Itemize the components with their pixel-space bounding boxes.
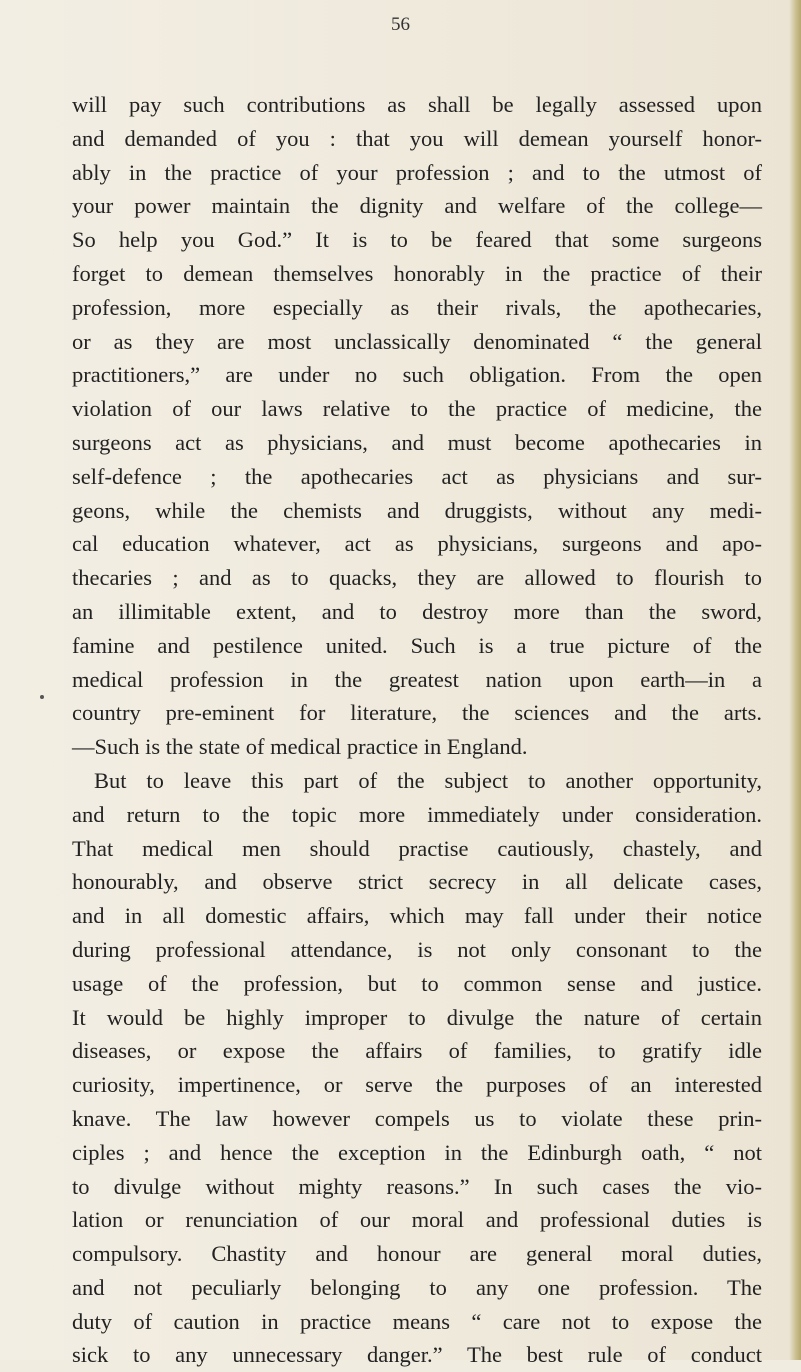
text-line: sick to any unnecessary danger.” The best rule of conduct <box>72 1342 762 1368</box>
text-line: self-defence ; the apothecaries act as physicians and sur- <box>72 463 762 489</box>
text-line: knave. The law however compels us to violate these prin- <box>72 1105 762 1131</box>
text-line: medical profession in the greatest nation upon earth—in a <box>72 666 762 692</box>
text-line: lation or renunciation of our moral and professional duties is <box>72 1207 762 1233</box>
text-line: usage of the profession, but to common sense and justice. <box>72 970 762 996</box>
text-line: That medical men should practise cautiously, chastely, and <box>72 835 762 861</box>
text-line: —Such is the state of medical practice in England. <box>72 734 528 760</box>
text-line: ciples ; and hence the exception in the Edinburgh oath, “ not <box>72 1139 762 1165</box>
text-line: honourably, and observe strict secrecy in all delicate cases, <box>72 869 762 895</box>
text-line: surgeons act as physicians, and must become apothecaries in <box>72 429 762 455</box>
text-line: compulsory. Chastity and honour are general moral duties, <box>72 1241 762 1267</box>
text-line: But to leave this part of the subject to another opportunity, <box>94 767 762 793</box>
text-line: and demanded of you : that you will demean yourself honor- <box>72 125 762 151</box>
text-line: to divulge without mighty reasons.” In such cases the vio- <box>72 1173 762 1199</box>
text-line: thecaries ; and as to quacks, they are allowed to flourish to <box>72 565 762 591</box>
text-line: curiosity, impertinence, or serve the purposes of an interested <box>72 1072 762 1098</box>
body-text <box>72 88 762 1372</box>
text-line: It would be highly improper to divulge the nature of certain <box>72 1004 762 1030</box>
text-line: or as they are most unclassically denominated “ the general <box>72 328 762 354</box>
text-line: geons, while the chemists and druggists, without any medi- <box>72 497 762 523</box>
text-line: will pay such contributions as shall be legally assessed upon <box>72 92 762 117</box>
text-line: cal education whatever, act as physicians, surgeons and apo- <box>72 531 762 557</box>
text-line: forget to demean themselves honorably in the practice of their <box>72 260 762 286</box>
text-line: profession, more especially as their rivals, the apothecaries, <box>72 294 762 320</box>
page-edge <box>789 0 801 1360</box>
page-number: 56 <box>391 14 410 35</box>
text-line: diseases, or expose the affairs of families, to gratify idle <box>72 1038 762 1064</box>
text-line: and in all domestic affairs, which may fall under their notice <box>72 903 762 929</box>
text-line: and return to the topic more immediately under consideration. <box>72 801 762 827</box>
text-line: ably in the practice of your profession ; and to the utmost of <box>72 159 762 185</box>
text-line: your power maintain the dignity and welfare of the college— <box>72 193 762 219</box>
text-line: famine and pestilence united. Such is a true picture of the <box>72 632 762 658</box>
text-line: practitioners,” are under no such obligation. From the open <box>72 362 762 388</box>
ink-mark <box>40 695 44 699</box>
text-line: duty of caution in practice means “ care not to expose the <box>72 1308 762 1334</box>
text-line: violation of our laws relative to the practice of medicine, the <box>72 396 762 422</box>
text-line: during professional attendance, is not only consonant to the <box>72 936 762 962</box>
text-line: and not peculiarly belonging to any one profession. The <box>72 1274 762 1300</box>
text-line: country pre-eminent for literature, the sciences and the arts. <box>72 700 762 726</box>
text-line: So help you God.” It is to be feared that some surgeons <box>72 227 762 253</box>
text-line: an illimitable extent, and to destroy more than the sword, <box>72 598 762 624</box>
